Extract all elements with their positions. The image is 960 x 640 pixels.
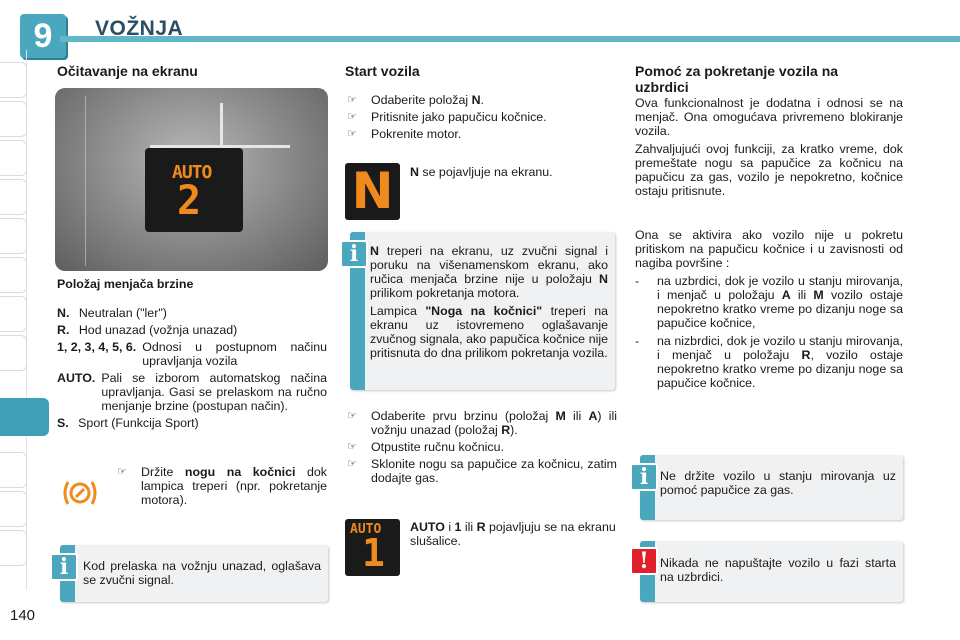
def-reverse: [57, 323, 327, 337]
def-desc: Odnosi u postupnom načinu upravljanja vozila: [142, 340, 327, 368]
drive-steps: [345, 409, 617, 488]
drive-step: ☞ Sklonite nogu sa papučice za kočnicu, zatim dodajte gas.: [345, 457, 617, 485]
def-desc: Pali se izborom automatskog načina upravljanja. Gasi se prelaskom na ručno menjanje brzine (postupan način).: [101, 371, 327, 413]
display-auto-label: AUTO: [172, 162, 212, 183]
chapter-tab-9-active[interactable]: [0, 398, 49, 436]
condition-uphill: - na uzbrdici, dok je vozilo u stanju mirovanja, i menjač u položaju A ili M vozilo ostaje nepokretno kratko vreme po dizanju noge sa papučice kočnice,: [635, 274, 903, 330]
reverse-beep-info-box: [60, 545, 328, 602]
start-section-title: Start vozila: [345, 63, 420, 79]
info-icon: i: [630, 463, 658, 491]
header-rule: [60, 36, 960, 42]
start-steps: [345, 93, 615, 144]
brake-note-item: ☞ Držite nogu na kočnici dok lampica treperi (npr. pokretanje motora).: [115, 465, 327, 507]
chapter-tab-10[interactable]: [0, 452, 27, 488]
drive-step: ☞ Otpustite ručnu kočnicu.: [345, 440, 617, 454]
start-step: ☞ Pritisnite jako papučicu kočnice.: [345, 110, 615, 124]
def-manual-gears: [57, 340, 327, 368]
hill-assist-section-title: Pomoć za pokretanje vozila na uzbrdici: [635, 63, 839, 95]
display-gear-digit: 2: [177, 178, 202, 224]
chapter-tab-11[interactable]: [0, 491, 27, 527]
chapter-tab-8[interactable]: [0, 335, 27, 371]
info-box-text: N treperi na ekranu, uz zvučni signal i poruku na višenamenskom ekranu, ako ručica menjača brzine nije u položaju N prilikom pokretanja motora. Lampica "Noga na kočnici" treperi na ekranu uz istovremeno oglašavanje zvučnog signala, ako papučica kočnice nije pritisnuta do dna prilikom pokretanja vozila.: [370, 244, 608, 360]
def-desc: Neutralan ("ler"): [78, 306, 167, 320]
hill-assist-intro: Ova funkcionalnost je dodatna i odnosi se na menjač. Ona omogućava privremeno blokiranje vozila. Zahvaljujući ovoj funkciji, za kratko vreme, dok premeštate nogu sa papučice za kočnicu na papučicu za gas, vozilo je nepokretno, kočnice ostaju pritisnute.: [635, 96, 903, 198]
def-auto: [57, 371, 327, 413]
def-neutral: [57, 306, 327, 320]
n-display-letter: N: [351, 162, 394, 220]
def-term: R.: [57, 323, 70, 337]
def-term: 1, 2, 3, 4, 5, 6.: [57, 340, 137, 354]
chapter-tab-1[interactable]: [0, 62, 27, 98]
def-sport: [57, 416, 327, 430]
gear-position-caption: Položaj menjača brzine: [57, 277, 194, 291]
page-number: 140: [10, 607, 36, 624]
condition-downhill: - na nizbrdici, dok je vozilo u stanju mirovanja, i menjač u položaju R, vozilo ostaje nepokretno kratko vreme po dizanju noge sa papučice kočnice.: [635, 334, 903, 390]
auto1-display-icon: [345, 519, 400, 576]
page-title: VOŽNJA: [95, 17, 184, 40]
info-box-text: Kod prelaska na vožnju unazad, oglašava se zvučni signal.: [83, 559, 321, 587]
info-icon: i: [50, 553, 78, 581]
gear-definitions: [57, 306, 327, 430]
chapter-tab-7[interactable]: [0, 296, 27, 332]
brake-note: [115, 465, 327, 510]
chapter-tab-2[interactable]: [0, 101, 27, 137]
hill-assist-warning-box: [640, 541, 903, 602]
gear-display-photo: [55, 88, 328, 271]
warning-icon: !: [630, 547, 658, 575]
chapter-number-badge: 9: [20, 14, 66, 58]
info-box-text: Ne držite vozilo u stanju mirovanja uz pomoć papučice za gas.: [660, 469, 896, 497]
chapter-tab-6[interactable]: [0, 257, 27, 293]
display-section-title: Očitavanje na ekranu: [57, 63, 198, 79]
n-display-note: N se pojavljuje na ekranu.: [410, 165, 553, 179]
neutral-start-info-box: [350, 232, 615, 390]
hill-assist-conditions: Ona se aktivira ako vozilo nije u pokretu pritiskom na papučicu kočnice i u zavisnosti od nagiba površine : - na uzbrdici, dok je vozilo u stanju mirovanja, i menjač u položaju A ili M vozilo ostaje nepokretno kratko vreme po dizanju noge sa papučice kočnice, - na nizbrdici, dok je vozilo u stanju mirovanja, i menjač u položaju R, vozilo ostaje nepokretno kratko vreme po dizanju noge sa papučice kočnice.: [635, 228, 903, 390]
chapter-tab-5[interactable]: [0, 218, 27, 254]
brake-pedal-warning-icon: [60, 478, 100, 508]
info-icon: i: [340, 240, 368, 268]
chapter-tab-4[interactable]: [0, 179, 27, 215]
chapter-tab-12[interactable]: [0, 530, 27, 566]
def-desc: Sport (Funkcija Sport): [78, 416, 199, 430]
n-display-icon: [345, 163, 400, 220]
def-term: N.: [57, 306, 70, 320]
def-term: S.: [57, 416, 69, 430]
start-step: ☞ Odaberite položaj N.: [345, 93, 615, 107]
chapter-tab-3[interactable]: [0, 140, 27, 176]
auto1-display-note: AUTO i 1 ili R pojavljuju se na ekranu slušalice.: [410, 520, 616, 548]
auto1-display-label: AUTO: [350, 522, 382, 537]
auto1-display-digit: 1: [362, 531, 385, 575]
gear-display-screen: [145, 148, 243, 232]
start-step: ☞ Pokrenite motor.: [345, 127, 615, 141]
hill-assist-info-box: [640, 455, 903, 520]
def-desc: Hod unazad (vožnja unazad): [78, 323, 238, 337]
drive-step: ☞ Odaberite prvu brzinu (položaj M ili A) ili vožnju unazad (položaj R).: [345, 409, 617, 437]
def-term: AUTO.: [57, 371, 96, 385]
warning-box-text: Nikada ne napuštajte vozilo u fazi starta na uzbrdici.: [660, 556, 896, 584]
